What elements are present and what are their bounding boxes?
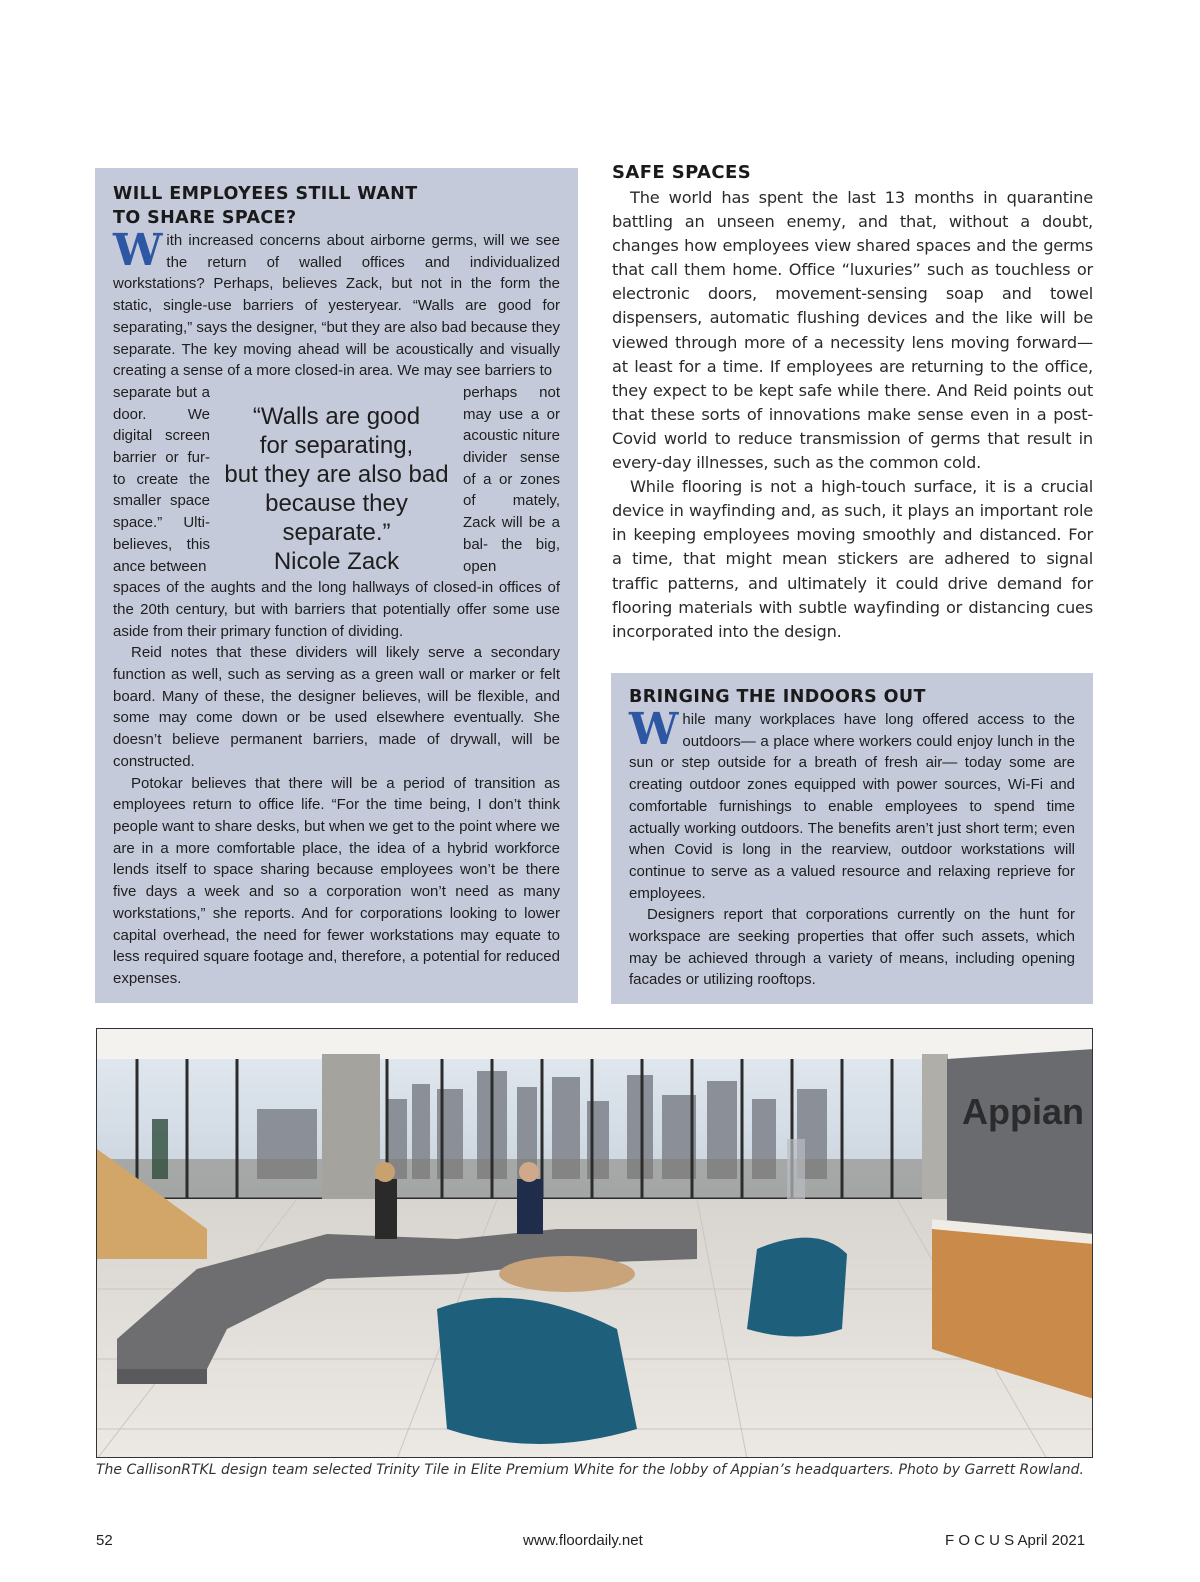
photo-caption: The CallisonRTKL design team selected Trinity Tile in Elite Premium White for the lobby of Appian’s headquarters. Photo by Garrett Rowland. bbox=[96, 1462, 1084, 1478]
sidebar-title-line2: TO SHARE SPACE? bbox=[113, 208, 297, 228]
sidebar-body bbox=[113, 225, 560, 990]
dropcap: W bbox=[113, 225, 163, 276]
dropcap: W bbox=[629, 704, 679, 755]
article-body bbox=[612, 186, 1093, 644]
paragraph: Designers report that corporations currently on the hunt for workspace are seeking properties that offer such assets, which may be achieved through a variety of means, including opening facades or utilizing rooftops. bbox=[629, 906, 1075, 989]
pullquote bbox=[220, 382, 453, 577]
pullquote-right-column: perhaps not may use a or acoustic niture divider sense of a or zones of mately, Zack will be a bal- the big, open bbox=[463, 383, 560, 575]
paragraph bbox=[629, 704, 1075, 904]
lobby-photo bbox=[96, 1028, 1093, 1458]
lobby-illustration bbox=[97, 1029, 1093, 1458]
pullquote-line: because they separate.” bbox=[265, 489, 408, 546]
sidebar-intro-paragraph bbox=[113, 225, 560, 382]
pullquote-left-column: separate but a door. We digital screen barrier or fur- to create the smaller space space.” Ulti- believes, this ance between bbox=[113, 383, 210, 575]
section-heading: SAFE SPACES bbox=[612, 162, 752, 183]
paragraph: Reid notes that these dividers will likely serve a secondary function as well, such as serving as a green wall or marker or felt board. Many of these, the designer believes, will be flexible, and some may come down or be used elsewhere eventually. She doesn’t believe permanent barriers, made of drywall, will be constructed. bbox=[113, 644, 560, 770]
page-number: 52 bbox=[96, 1532, 113, 1549]
pullquote-attribution: Nicole Zack bbox=[273, 547, 400, 575]
issue-label: F O C U S April 2021 bbox=[945, 1532, 1086, 1549]
paragraph: The world has spent the last 13 months in quarantine battling an unseen enemy, and that, without a doubt, changes how employees view shared spaces and the germs that call them home. Office “luxuries” such as touchless or electronic doors, movement-sensing soap and towel dispensers, automatic flushing devices and the like will be viewed through more of a necessity lens moving forward—at least for a time. If employees are returning to the office, they expect to be kept safe while there. And Reid points out that these sorts of innovations make sense even in a post-Covid world to reduce transmission of germs that result in every-day illnesses, such as the common cold. bbox=[612, 188, 1093, 473]
intro-text: ith increased concerns about airborne germs, will we see the return of walled offices and individualized workstations? Perhaps, believes Zack, but not in the form the static, single-use barriers of yesteryear. “Walls are good for separating,” says the designer, “but they are also bad because they separate. The key moving ahead will be acoustically and visually creating a sense of a more closed-in area. We may see barriers to bbox=[113, 232, 560, 380]
sidebar-share-space bbox=[95, 168, 578, 1003]
paragraph: spaces of the aughts and the long hallways of closed-in offices of the 20th century, but with barriers that potentially offer some use aside from their primary function of dividing. bbox=[113, 579, 560, 640]
appian-sign: Appian bbox=[962, 1091, 1084, 1132]
pullquote-line: but they are also bad bbox=[224, 460, 449, 488]
paragraph: Potokar believes that there will be a period of transition as employees return to office life. “For the time being, I don’t think people want to share desks, but when we get to the point where we are in a more comfortable place, the idea of a hybrid workforce lends itself to space sharing because employees won’t be there five days a week and so a corporation won’t need as many workstations,” she reports. And for corporations looking to lower capital overhead, the need for fewer workstations may equate to less required square footage and, therefore, a potential for reduced expenses. bbox=[113, 774, 560, 987]
website-url: www.floordaily.net bbox=[523, 1532, 643, 1549]
sidebar-indoors-out bbox=[611, 673, 1093, 1004]
sidebar-title-line1: WILL EMPLOYEES STILL WANT bbox=[113, 184, 418, 204]
pullquote-line: for separating, bbox=[259, 431, 414, 459]
sidebar-body bbox=[629, 704, 1075, 991]
sidebar-title bbox=[113, 182, 560, 230]
paragraph: While flooring is not a high-touch surface, it is a crucial device in wayfinding and, as such, it plays an important role in keeping employees moving smoothly and distanced. For a time, that might mean stickers are adhered to signal traffic patterns, and ultimately it could drive demand for flooring materials with subtle wayfinding or distancing cues incorporated into the design. bbox=[612, 477, 1093, 641]
pullquote-line: “Walls are good bbox=[252, 402, 421, 430]
pullquote-section bbox=[113, 382, 560, 577]
sidebar-title: BRINGING THE INDOORS OUT bbox=[629, 687, 926, 707]
intro-text: hile many workplaces have long offered access to the outdoors— a place where workers could enjoy lunch in the sun or step outside for a breath of fresh air— today some are creating outdoor zones equipped with power sources, Wi-Fi and comfortable furnishings to enable employees to spend time actually working outdoors. The benefits aren’t just short term; even when Covid is long in the rearview, outdoor workstations will continue to serve as a valued resource and relaxing reprieve for employees. bbox=[629, 711, 1075, 902]
